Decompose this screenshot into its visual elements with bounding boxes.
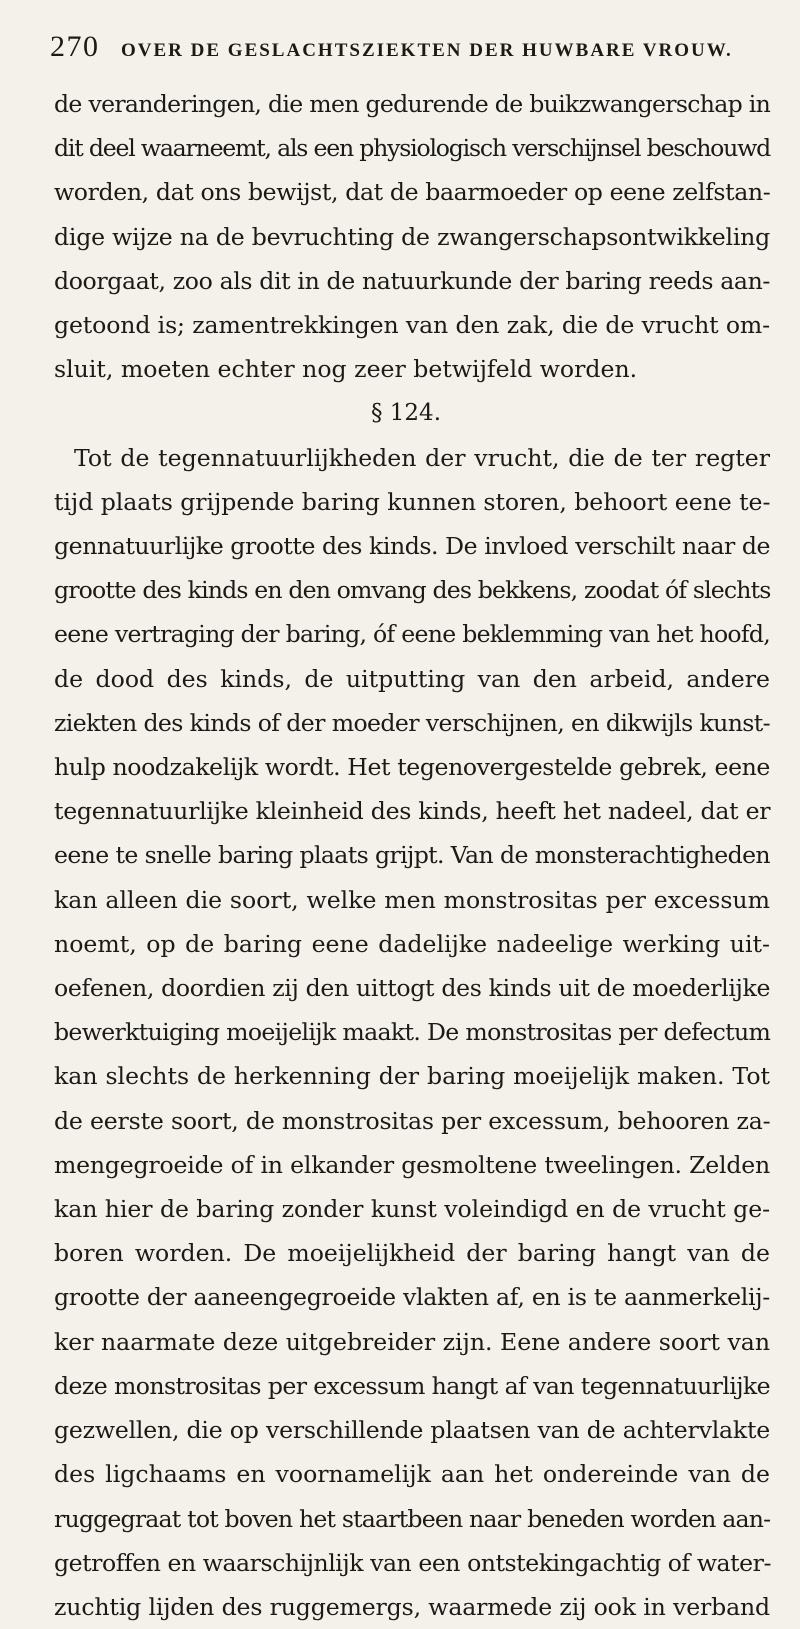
text-line: getoond is; zamentrekkingen van den zak, die de vrucht om-	[54, 311, 770, 340]
text-line: bewerktuiging moeijelijk maakt. De monstrositas per defectum	[54, 1018, 771, 1047]
text-line: getroffen en waarschijnlijk van een ontstekingachtig of water-	[54, 1548, 771, 1577]
text-line: gennatuurlijke grootte des kinds. De invloed verschilt naar de	[54, 532, 771, 561]
text-line: deze monstrositas per excessum hangt af van tegennatuurlijke	[54, 1371, 770, 1400]
text-line: tegennatuurlijke kleinheid des kinds, heeft het nadeel, dat er	[54, 797, 771, 826]
page-header	[50, 30, 770, 64]
text-line: boren worden. De moeijelijkheid der baring hangt van de	[54, 1239, 770, 1268]
body-text	[54, 82, 770, 1629]
paragraph-1	[54, 82, 770, 391]
text-line: des ligchaams en voornamelijk aan het ondereinde van de	[54, 1460, 770, 1489]
text-line: kan slechts de herkenning der baring moeijelijk maken. Tot	[54, 1062, 770, 1091]
text-line: kan hier de baring zonder kunst voleindigd en de vrucht ge-	[54, 1195, 770, 1224]
paragraph-2	[54, 436, 770, 1629]
page-number: 270	[50, 30, 100, 63]
text-line: doorgaat, zoo als dit in de natuurkunde der baring reeds aan-	[54, 266, 771, 295]
text-line: dit deel waarneemt, als een physiologisch verschijnsel beschouwd	[54, 134, 770, 163]
text-line: oefenen, doordien zij den uittogt des kinds uit de moederlijke	[54, 974, 771, 1003]
text-line: gezwellen, die op verschillende plaatsen van de achtervlakte	[54, 1416, 770, 1445]
text-line: de eerste soort, de monstrositas per excessum, behooren za-	[54, 1106, 771, 1135]
text-line: tijd plaats grijpende baring kunnen storen, behoort eene te-	[54, 487, 771, 516]
text-line: eene vertraging der baring, óf eene beklemming van het hoofd,	[54, 620, 770, 649]
text-line: hulp noodzakelijk wordt. Het tegenovergestelde gebrek, eene	[54, 753, 770, 782]
text-line: worden, dat ons bewijst, dat de baarmoeder op eene zelfstan-	[54, 178, 771, 207]
text-line: grootte des kinds en den omvang des bekkens, zoodat óf slechts	[54, 576, 771, 605]
text-line: grootte der aaneengegroeide vlakten af, en is te aanmerkelij-	[54, 1283, 770, 1312]
text-line: Tot de tegennatuurlijkheden der vrucht, die de ter regter	[74, 443, 770, 472]
section-heading: § 124.	[370, 400, 442, 427]
text-line: de veranderingen, die men gedurende de buikzwangerschap in	[54, 90, 771, 118]
text-line: noemt, op de baring eene dadelijke nadeelige werking uit-	[54, 929, 770, 958]
text-line: ker naarmate deze uitgebreider zijn. Eene andere soort van	[54, 1327, 770, 1356]
running-head: OVER DE GESLACHTSZIEKTEN DER HUWBARE VROUW.	[121, 40, 733, 61]
text-line: mengegroeide of in elkander gesmoltene tweelingen. Zelden	[54, 1150, 770, 1179]
text-line: de dood des kinds, de uitputting van den arbeid, andere	[54, 664, 770, 693]
text-line: eene te snelle baring plaats grijpt. Van de monsterachtigheden	[54, 841, 770, 870]
text-line: dige wijze na de bevruchting de zwangerschapsontwikkeling	[54, 222, 770, 251]
text-line: sluit, moeten echter nog zeer betwijfeld worden.	[54, 355, 638, 384]
text-line: ruggegraat tot boven het staartbeen naar beneden worden aan-	[54, 1504, 771, 1533]
text-line: zuchtig lijden des ruggemergs, waarmede zij ook in verband	[54, 1592, 770, 1621]
text-line: ziekten des kinds of der moeder verschijnen, en dikwijls kunst-	[54, 708, 770, 737]
text-line: kan alleen die soort, welke men monstrositas per excessum	[54, 885, 770, 914]
